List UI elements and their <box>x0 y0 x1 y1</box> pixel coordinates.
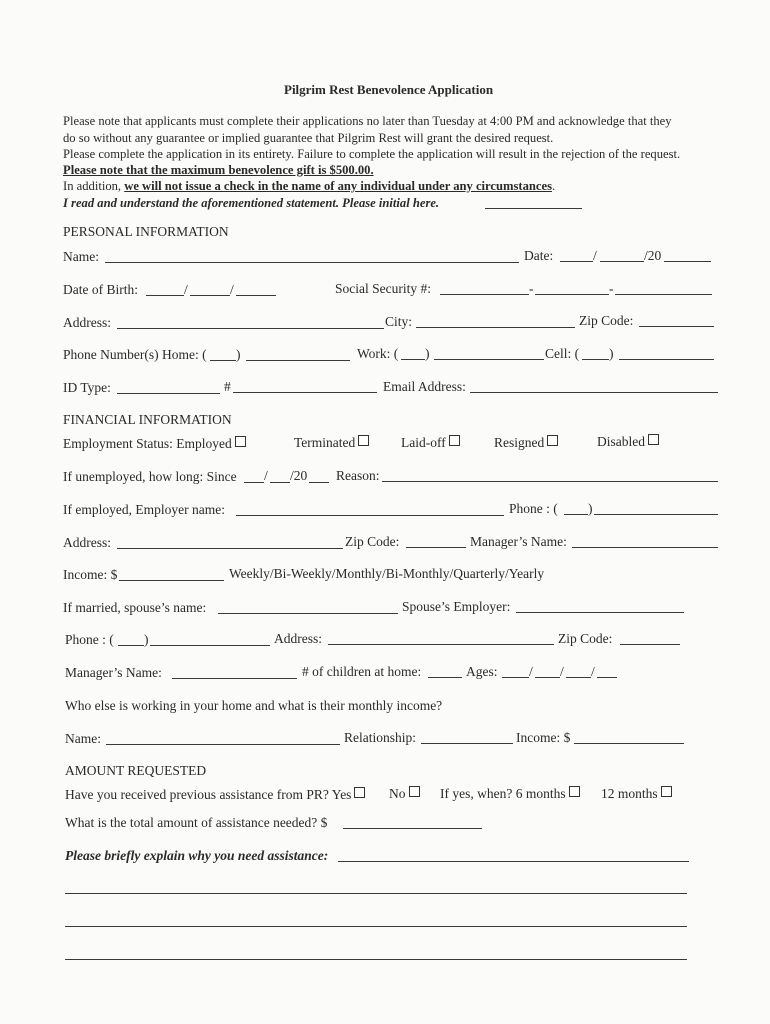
initial-field[interactable] <box>485 208 582 209</box>
children-label: # of children at home: <box>302 664 422 679</box>
name-label: Name: <box>63 249 99 264</box>
email-field[interactable] <box>470 392 718 393</box>
unemployed-year-field[interactable] <box>309 482 329 483</box>
income-frequency[interactable]: Weekly/Bi-Weekly/Monthly/Bi-Monthly/Quarterly/Yearly <box>229 566 545 581</box>
terminated-option <box>294 435 369 451</box>
spouse-phone-field[interactable] <box>150 645 270 646</box>
six-months-label: If yes, when? 6 months <box>440 786 566 801</box>
cell-phone-field[interactable] <box>619 359 714 360</box>
employer-address-field[interactable] <box>117 548 343 549</box>
household-name-field[interactable] <box>106 744 340 745</box>
employer-zip-label: Zip Code: <box>345 534 400 549</box>
spouse-zip-label: Zip Code: <box>558 631 613 646</box>
work-area-code-field[interactable] <box>401 359 425 360</box>
age-2-field[interactable] <box>535 677 560 678</box>
address-field[interactable] <box>117 328 384 329</box>
resigned-checkbox[interactable] <box>547 435 558 446</box>
check-policy-suffix: . <box>551 179 556 193</box>
terminated-checkbox[interactable] <box>358 435 369 446</box>
date-slash: / <box>593 248 597 263</box>
spouse-address-label: Address: <box>274 631 322 646</box>
dob-slash-2: / <box>230 282 234 297</box>
resigned-label: Resigned <box>494 435 545 450</box>
household-income-question: Who else is working in your home and what is their monthly income? <box>65 698 443 713</box>
disabled-checkbox[interactable] <box>648 434 659 445</box>
spouse-name-field[interactable] <box>218 613 398 614</box>
id-type-label: ID Type: <box>63 380 111 395</box>
date-month-field[interactable] <box>560 261 593 262</box>
children-count-field[interactable] <box>428 677 462 678</box>
total-needed-field[interactable] <box>343 828 482 829</box>
spouse-name-label: If married, spouse’s name: <box>63 600 207 615</box>
zip-field[interactable] <box>639 326 714 327</box>
income-field[interactable] <box>119 580 224 581</box>
employed-checkbox[interactable] <box>235 436 246 447</box>
resigned-option <box>494 435 558 451</box>
employer-name-label: If employed, Employer name: <box>63 502 225 517</box>
date-year-field[interactable] <box>664 261 711 262</box>
acknowledgement-statement: I read and understand the aforementioned statement. Please initial here. <box>63 196 440 210</box>
id-type-field[interactable] <box>117 393 220 394</box>
employer-zip-field[interactable] <box>406 547 466 548</box>
explain-field-line-3[interactable] <box>65 926 687 927</box>
disabled-label: Disabled <box>597 434 645 449</box>
dob-month-field[interactable] <box>146 295 184 296</box>
laid-off-label: Laid-off <box>401 435 446 450</box>
previous-no-option <box>389 786 420 802</box>
unemployed-year-prefix: /20 <box>290 468 308 483</box>
unemployed-since-label: If unemployed, how long: Since <box>63 469 237 484</box>
max-gift-notice: Please note that the maximum benevolence gift is $500.00. <box>63 163 374 177</box>
email-label: Email Address: <box>383 379 466 394</box>
income-label: Income: $ <box>63 567 118 582</box>
age-1-field[interactable] <box>502 677 529 678</box>
work-phone-field[interactable] <box>434 359 544 360</box>
check-policy-emphasis: we will not issue a check in the name of any individual under any circumstances <box>124 179 552 193</box>
intro-line-1: Please note that applicants must complete their applications no later than Tuesday at 4:00 PM and acknowledge that they <box>63 114 672 128</box>
work-label: Work: ( <box>357 346 399 361</box>
manager-name-field[interactable] <box>572 547 718 548</box>
employer-paren-close: ) <box>588 501 593 516</box>
manager-name-label: Manager’s Name: <box>470 534 567 549</box>
spouse-zip-field[interactable] <box>620 644 680 645</box>
date-year-prefix: /20 <box>644 248 662 263</box>
id-number-field[interactable] <box>233 392 377 393</box>
reason-label: Reason: <box>336 468 380 483</box>
intro-line-3: Please complete the application in its entirety. Failure to complete the application will result in the rejection of the request. <box>63 147 681 161</box>
employed-label: Employment Status: Employed <box>63 436 232 451</box>
dob-label: Date of Birth: <box>63 282 138 297</box>
name-field[interactable] <box>105 262 519 263</box>
spouse-employer-field[interactable] <box>516 612 684 613</box>
employer-name-field[interactable] <box>236 515 504 516</box>
ssn-part-2-field[interactable] <box>535 294 609 295</box>
ssn-part-1-field[interactable] <box>440 294 529 295</box>
ssn-dash-1: - <box>529 281 534 296</box>
date-day-field[interactable] <box>600 261 644 262</box>
twelve-months-label: 12 months <box>601 786 658 801</box>
previous-yes-label: Have you received previous assistance from PR? Yes <box>65 787 352 802</box>
spouse-manager-field[interactable] <box>172 678 297 679</box>
employer-area-code-field[interactable] <box>564 514 588 515</box>
date-label: Date: <box>524 248 554 263</box>
twelve-months-option <box>601 786 672 802</box>
household-name-label: Name: <box>65 731 101 746</box>
previous-assistance-question <box>65 787 365 803</box>
intro-line-2: do so without any guarantee or implied guarantee that Pilgrim Rest will grant the desired request. <box>63 131 554 145</box>
previous-yes-checkbox[interactable] <box>354 787 365 798</box>
check-policy <box>63 180 555 193</box>
ages-slash-3: / <box>591 664 595 679</box>
cell-label: Cell: ( <box>545 346 580 361</box>
explain-field-line-1[interactable] <box>338 861 689 862</box>
total-needed-label: What is the total amount of assistance needed? $ <box>65 815 328 830</box>
spouse-address-field[interactable] <box>328 644 554 645</box>
employer-address-label: Address: <box>63 535 111 550</box>
twelve-months-checkbox[interactable] <box>661 786 672 797</box>
age-4-field[interactable] <box>597 677 617 678</box>
dob-year-field[interactable] <box>236 295 276 296</box>
laid-off-option <box>401 435 460 451</box>
explain-field-line-2[interactable] <box>65 893 687 894</box>
spouse-paren-close: ) <box>144 632 149 647</box>
cell-paren-close: ) <box>609 346 614 361</box>
household-income-label: Income: $ <box>516 730 571 745</box>
ages-slash-2: / <box>560 664 564 679</box>
unemployed-day-field[interactable] <box>270 482 290 483</box>
employment-status <box>63 436 246 452</box>
disabled-option <box>597 434 659 450</box>
home-paren-close: ) <box>236 347 241 362</box>
previous-no-checkbox[interactable] <box>409 786 420 797</box>
ages-label: Ages: <box>466 664 498 679</box>
employer-phone-field[interactable] <box>594 514 718 515</box>
personal-info-heading: PERSONAL INFORMATION <box>63 224 229 239</box>
explain-field-line-4[interactable] <box>65 959 687 960</box>
previous-no-label: No <box>389 786 406 801</box>
page-title: Pilgrim Rest Benevolence Application <box>284 82 494 97</box>
household-income-field[interactable] <box>574 743 684 744</box>
unemployed-month-field[interactable] <box>244 482 264 483</box>
ages-slash-1: / <box>529 664 533 679</box>
unemployed-slash: / <box>264 468 268 483</box>
address-label: Address: <box>63 315 111 330</box>
spouse-area-code-field[interactable] <box>118 645 144 646</box>
city-field[interactable] <box>416 327 575 328</box>
check-policy-prefix: In addition, <box>63 179 125 193</box>
cell-area-code-field[interactable] <box>582 359 609 360</box>
amount-requested-heading: AMOUNT REQUESTED <box>65 763 207 778</box>
ssn-dash-2: - <box>609 281 614 296</box>
ssn-part-3-field[interactable] <box>615 294 712 295</box>
employer-phone-label: Phone : ( <box>509 501 558 516</box>
zip-label: Zip Code: <box>579 313 634 328</box>
age-3-field[interactable] <box>566 677 591 678</box>
dob-day-field[interactable] <box>190 295 230 296</box>
reason-field[interactable] <box>382 481 718 482</box>
terminated-label: Terminated <box>294 435 356 450</box>
spouse-employer-label: Spouse’s Employer: <box>402 599 511 614</box>
financial-info-heading: FINANCIAL INFORMATION <box>63 412 232 427</box>
dob-slash-1: / <box>184 282 188 297</box>
home-phone-field[interactable] <box>246 360 350 361</box>
six-months-checkbox[interactable] <box>569 786 580 797</box>
explain-label: Please briefly explain why you need assistance: <box>65 848 329 863</box>
city-label: City: <box>385 314 413 329</box>
ssn-label: Social Security #: <box>335 281 431 296</box>
home-area-code-field[interactable] <box>210 360 236 361</box>
spouse-manager-label: Manager’s Name: <box>65 665 162 680</box>
relationship-field[interactable] <box>421 743 513 744</box>
spouse-phone-label: Phone : ( <box>65 632 114 647</box>
six-months-option <box>440 786 580 802</box>
relationship-label: Relationship: <box>344 730 416 745</box>
id-number-hash: # <box>224 379 231 394</box>
laid-off-checkbox[interactable] <box>449 435 460 446</box>
phone-home-label: Phone Number(s) Home: ( <box>63 347 207 362</box>
work-paren-close: ) <box>425 346 430 361</box>
